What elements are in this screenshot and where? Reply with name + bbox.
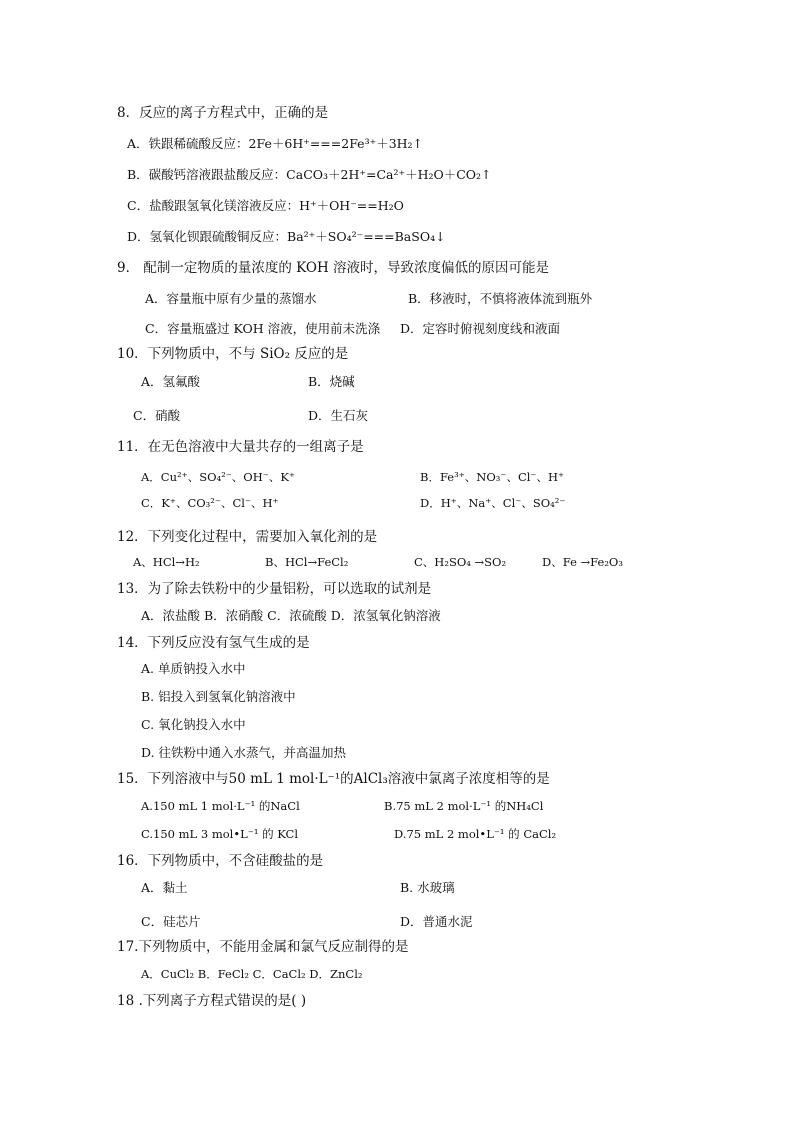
q9-option-d: D．定容时俯视刻度线和液面 xyxy=(400,321,561,336)
q12-option-d: D、Fe →Fe₂O₃ xyxy=(542,555,623,569)
q12-stem: 12．下列变化过程中，需要加入氧化剂的是 xyxy=(117,529,378,545)
q17-options: A．CuCl₂ B．FeCl₂ C．CaCl₂ D．ZnCl₂ xyxy=(141,967,363,981)
q16-stem: 16．下列物质中，不含硅酸盐的是 xyxy=(117,853,324,869)
q9-option-a: A．容量瓶中原有少量的蒸馏水 xyxy=(145,291,317,306)
q11-option-a: A．Cu²⁺、SO₄²⁻、OH⁻、K⁺ xyxy=(141,470,295,484)
q14-option-c: C. 氧化钠投入水中 xyxy=(141,717,246,732)
q16-option-a: A．黏土 xyxy=(141,880,188,895)
q16-option-d: D．普通水泥 xyxy=(400,914,473,929)
q17-stem: 17.下列物质中，不能用金属和氯气反应制得的是 xyxy=(117,939,409,955)
q10-option-c: C．硝酸 xyxy=(133,408,181,423)
q9-option-b: B．移液时，不慎将液体流到瓶外 xyxy=(408,291,593,306)
q11-stem: 11．在无色溶液中大量共存的一组离子是 xyxy=(117,439,364,455)
q11-option-c: C．K⁺、CO₃²⁻、Cl⁻、H⁺ xyxy=(141,496,279,510)
q12-option-a: A、HCl→H₂ xyxy=(133,555,200,569)
q8-option-c: C．盐酸跟氢氧化镁溶液反应：H⁺＋OH⁻==H₂O xyxy=(127,198,404,213)
q12-option-c: C、H₂SO₄ →SO₂ xyxy=(414,555,507,569)
q12-option-b: B、HCl→FeCl₂ xyxy=(265,555,349,569)
q8-option-a: A．铁跟稀硫酸反应：2Fe＋6H⁺===2Fe³⁺＋3H₂↑ xyxy=(127,136,424,151)
q13-stem: 13．为了除去铁粉中的少量铝粉，可以选取的试剂是 xyxy=(117,581,432,597)
q15-option-b: B.75 mL 2 mol·L⁻¹ 的NH₄Cl xyxy=(384,799,544,813)
q15-option-d: D.75 mL 2 mol•L⁻¹ 的 CaCl₂ xyxy=(394,827,557,841)
q10-stem: 10．下列物质中，不与 SiO₂ 反应的是 xyxy=(117,346,349,362)
q13-options: A．浓盐酸 B．浓硝酸 C．浓硫酸 D．浓氢氧化钠溶液 xyxy=(141,608,441,623)
q8-option-d: D．氢氧化钡跟硫酸铜反应：Ba²⁺＋SO₄²⁻===BaSO₄↓ xyxy=(127,229,446,244)
q10-option-b: B．烧碱 xyxy=(308,374,355,389)
q14-stem: 14．下列反应没有氢气生成的是 xyxy=(117,635,310,651)
q16-option-c: C．硅芯片 xyxy=(141,914,201,929)
q14-option-b: B. 铝投入到氢氧化钠溶液中 xyxy=(141,689,296,704)
q14-option-a: A. 单质钠投入水中 xyxy=(141,661,246,676)
q15-stem: 15．下列溶液中与50 mL 1 mol·L⁻¹的AlCl₃溶液中氯离子浓度相等的是 xyxy=(117,771,550,787)
q15-option-c: C.150 mL 3 mol•L⁻¹ 的 KCl xyxy=(141,827,298,841)
q9-option-c: C．容量瓶盛过 KOH 溶液，使用前未洗涤 xyxy=(145,321,381,336)
q10-option-d: D．生石灰 xyxy=(308,408,369,423)
q15-option-a: A.150 mL 1 mol·L⁻¹ 的NaCl xyxy=(141,799,300,813)
q14-option-d: D. 往铁粉中通入水蒸气，并高温加热 xyxy=(141,745,347,760)
q8-option-b: B．碳酸钙溶液跟盐酸反应：CaCO₃＋2H⁺=Ca²⁺＋H₂O＋CO₂↑ xyxy=(127,167,492,182)
q11-option-d: D．H⁺、Na⁺、Cl⁻、SO₄²⁻ xyxy=(420,496,566,510)
q10-option-a: A．氢氟酸 xyxy=(141,374,201,389)
q8-stem: 8．反应的离子方程式中，正确的是 xyxy=(117,105,329,121)
q18-stem: 18 .下列离子方程式错误的是( ) xyxy=(117,993,307,1009)
q11-option-b: B．Fe³⁺、NO₃⁻、Cl⁻、H⁺ xyxy=(420,470,565,484)
q9-stem: 9． 配制一定物质的量浓度的 KOH 溶液时，导致浓度偏低的原因可能是 xyxy=(117,260,550,276)
q16-option-b: B. 水玻璃 xyxy=(400,880,455,895)
